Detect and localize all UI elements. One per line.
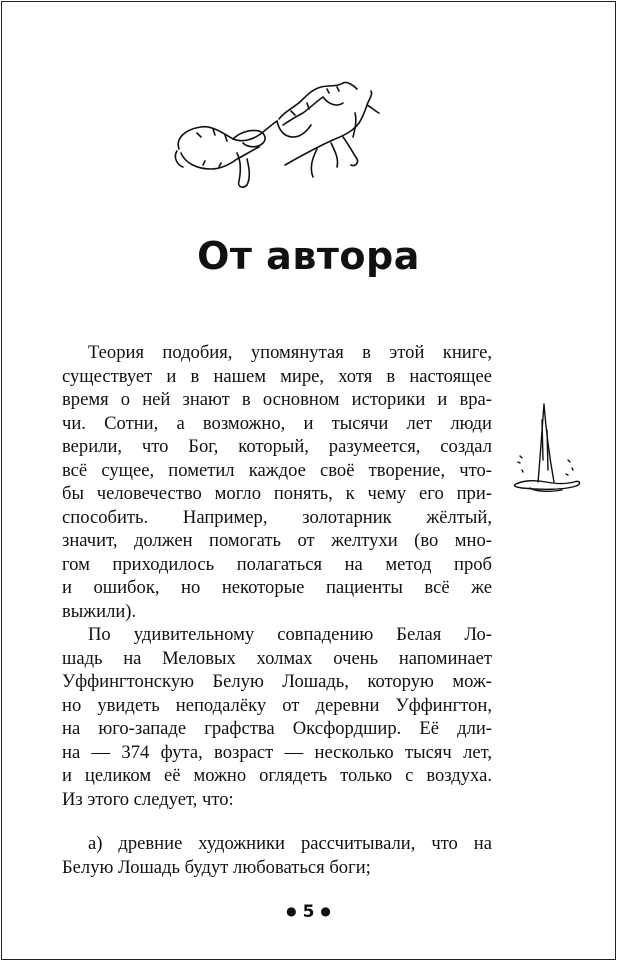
text-line: способить. Например, золотарник жёлтый, (62, 506, 492, 528)
text-line: Теория подобия, упомянутая в этой книге, (88, 342, 492, 363)
paragraph (62, 341, 492, 623)
paragraph (62, 832, 492, 879)
paragraph (62, 623, 492, 811)
chalk-horse-illustration (167, 77, 382, 197)
text-line: и ошибок, но некоторые пациенты всё же (62, 577, 492, 598)
text-line: Уффингтонскую Белую Лошадь, которую мож- (62, 671, 492, 692)
text-line: чи. Сотни, а возможно, и тысячи лет люди (62, 412, 492, 434)
text-line: значит, должен помогать от желтухи (во мно- (62, 530, 492, 551)
book-page (1, 1, 616, 960)
page-number (2, 902, 615, 922)
spire-illustration (510, 400, 585, 500)
bullet-icon: ● (320, 904, 331, 918)
text-line: а) древние художники рассчитывали, что на (88, 833, 492, 854)
text-line: бы человечество могло понять, к чему его при- (62, 483, 492, 504)
text-line: всё сущее, пометил каждое своё творение, что- (62, 459, 492, 481)
paragraph-gap (62, 811, 492, 832)
text-line: но увидеть неподалёку от деревни Уффингтон, (62, 694, 492, 716)
body-text (62, 341, 492, 879)
text-line: шадь на Меловых холмах очень напоминает (62, 647, 492, 669)
text-line: и целиком её можно оглядеть только с воздуха. (62, 765, 492, 786)
text-line: По удивительному совпадению Белая Ло- (88, 624, 492, 645)
text-line: время о ней знают в основном историки и вра- (62, 389, 492, 410)
text-line: верили, что Бог, который, разумеется, создал (62, 436, 492, 457)
text-line: выжили). (62, 600, 137, 622)
bullet-icon: ● (286, 904, 297, 918)
chapter-title: От автора (197, 234, 420, 278)
page-number-value: 5 (302, 902, 315, 922)
text-line: на юго-западе графства Оксфордшир. Её дли- (62, 718, 492, 739)
text-line: Из этого следует, что: (62, 788, 234, 810)
text-line: на — 374 фута, возраст — несколько тысяч лет, (62, 741, 492, 763)
text-line: гом приходилось полагаться на метод проб (62, 553, 492, 575)
text-line: существует и в нашем мире, хотя в настоящее (62, 365, 492, 387)
text-line: Белую Лошадь будут любоваться боги; (62, 856, 371, 878)
